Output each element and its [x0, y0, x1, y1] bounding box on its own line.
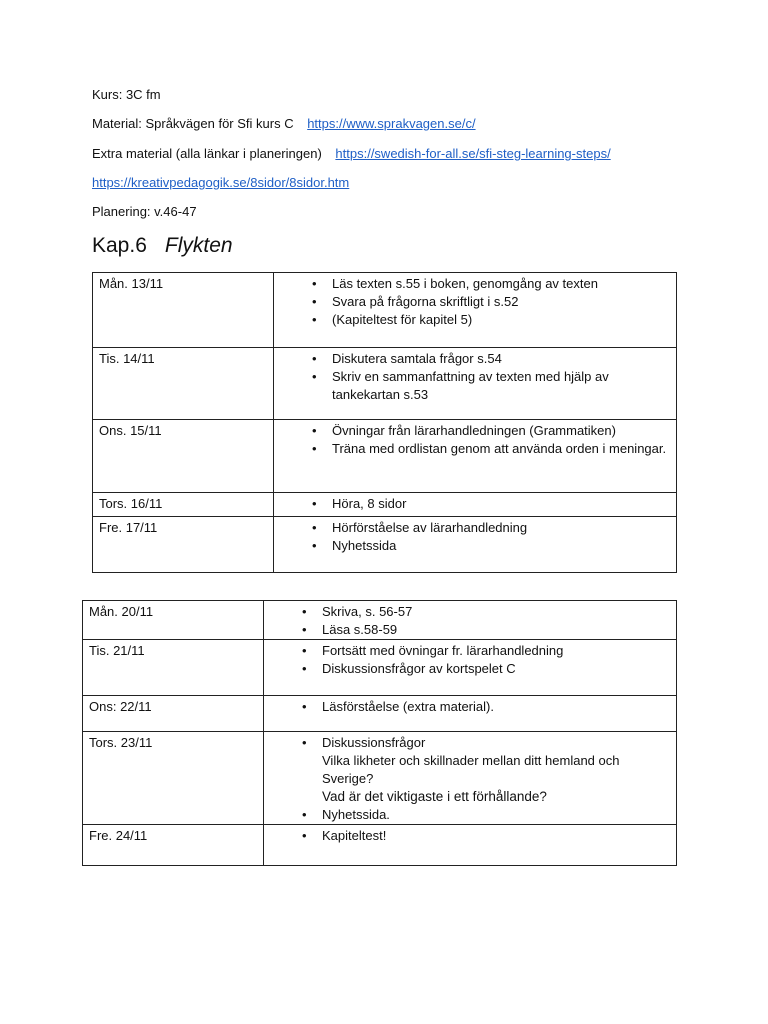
- activity-list: [280, 495, 670, 513]
- activity-list: [270, 642, 670, 678]
- activity-item: • Diskutera samtala frågor s.54: [332, 350, 670, 368]
- activities-cell: [264, 732, 677, 825]
- activity-list: [270, 698, 670, 716]
- activities-cell: [274, 517, 677, 573]
- activity-item: • Skriva, s. 56-57: [322, 603, 670, 621]
- schedule-row: [93, 420, 677, 493]
- schedule-row: [93, 493, 677, 517]
- extra-material-label: Extra material (alla länkar i planeringen): [92, 146, 322, 161]
- activities-cell: [264, 696, 677, 732]
- activity-item: • Läs texten s.55 i boken, genomgång av texten: [332, 275, 670, 293]
- activity-item: • Svara på frågorna skriftligt i s.52: [332, 293, 670, 311]
- extra-material-line: [92, 145, 611, 163]
- planning-line: Planering: v.46-47: [92, 204, 197, 219]
- chapter-heading: [92, 232, 233, 260]
- activity-item: • Höra, 8 sidor: [332, 495, 670, 513]
- day-cell: Mån. 13/11: [93, 273, 274, 348]
- material-link[interactable]: https://www.sprakvagen.se/c/: [307, 116, 476, 131]
- chapter-number: Kap.6: [92, 234, 147, 257]
- schedule-row: [93, 273, 677, 348]
- course-line: Kurs: 3C fm: [92, 87, 161, 102]
- day-cell: Ons: 22/11: [83, 696, 264, 732]
- activity-item: • Diskussionsfrågor av kortspelet C: [322, 660, 670, 678]
- activity-list: [280, 275, 670, 329]
- day-cell: Tis. 21/11: [83, 640, 264, 696]
- activity-list: [280, 422, 670, 458]
- schedule-row: [83, 825, 677, 866]
- activity-item: • (Kapiteltest för kapitel 5): [332, 311, 670, 329]
- day-cell: Ons. 15/11: [93, 420, 274, 493]
- day-cell: Fre. 24/11: [83, 825, 264, 866]
- activity-list: [280, 519, 670, 555]
- activities-cell: [264, 601, 677, 640]
- kreativpedagogik-link[interactable]: https://kreativpedagogik.se/8sidor/8sidor.htm: [92, 175, 350, 190]
- activity-list: [280, 350, 670, 404]
- day-cell: Mån. 20/11: [83, 601, 264, 640]
- activity-list: [270, 603, 670, 639]
- schedule-table-week-2: [82, 600, 677, 866]
- activity-item: • Diskussionsfrågor: [322, 734, 670, 752]
- day-cell: Tors. 16/11: [93, 493, 274, 517]
- schedule-row: [93, 348, 677, 420]
- schedule-row: [83, 732, 677, 825]
- material-line: [92, 115, 476, 133]
- activity-list: [270, 734, 670, 824]
- activity-item: • Läsförståelse (extra material).: [322, 698, 670, 716]
- activity-item: • Kapiteltest!: [322, 827, 670, 845]
- activities-cell: [274, 273, 677, 348]
- activity-item: • Nyhetssida.: [322, 806, 670, 824]
- activity-item: • Läsa s.58-59: [322, 621, 670, 639]
- activity-item: • Fortsätt med övningar fr. lärarhandledning: [322, 642, 670, 660]
- activity-list: [270, 827, 670, 845]
- day-cell: Fre. 17/11: [93, 517, 274, 573]
- activity-item: • Hörförståelse av lärarhandledning: [332, 519, 670, 537]
- material-label: Material: Språkvägen för Sfi kurs C: [92, 116, 294, 131]
- activities-cell: [274, 420, 677, 493]
- chapter-title: Flykten: [164, 234, 233, 257]
- day-cell: Tis. 14/11: [93, 348, 274, 420]
- activities-cell: [274, 348, 677, 420]
- schedule-row: [93, 517, 677, 573]
- extra-link-line: [92, 174, 349, 192]
- activity-item: Vilka likheter och skillnader mellan ditt hemland och Sverige?: [322, 753, 620, 786]
- activity-item: Vad är det viktigaste i ett förhållande?: [322, 789, 547, 804]
- activity-item: • Nyhetssida: [332, 537, 670, 555]
- activities-cell: [264, 640, 677, 696]
- activity-item: • Träna med ordlistan genom att använda orden i meningar.: [332, 440, 670, 458]
- activities-cell: [264, 825, 677, 866]
- activity-item: • Övningar från lärarhandledningen (Grammatiken): [332, 422, 670, 440]
- schedule-row: [83, 601, 677, 640]
- schedule-table-week-1: [92, 272, 677, 573]
- schedule-row: [83, 640, 677, 696]
- activity-item: • Skriv en sammanfattning av texten med hjälp av tankekartan s.53: [332, 368, 670, 404]
- schedule-row: [83, 696, 677, 732]
- extra-material-link[interactable]: https://swedish-for-all.se/sfi-steg-learning-steps/: [335, 146, 611, 161]
- day-cell: Tors. 23/11: [83, 732, 264, 825]
- activities-cell: [274, 493, 677, 517]
